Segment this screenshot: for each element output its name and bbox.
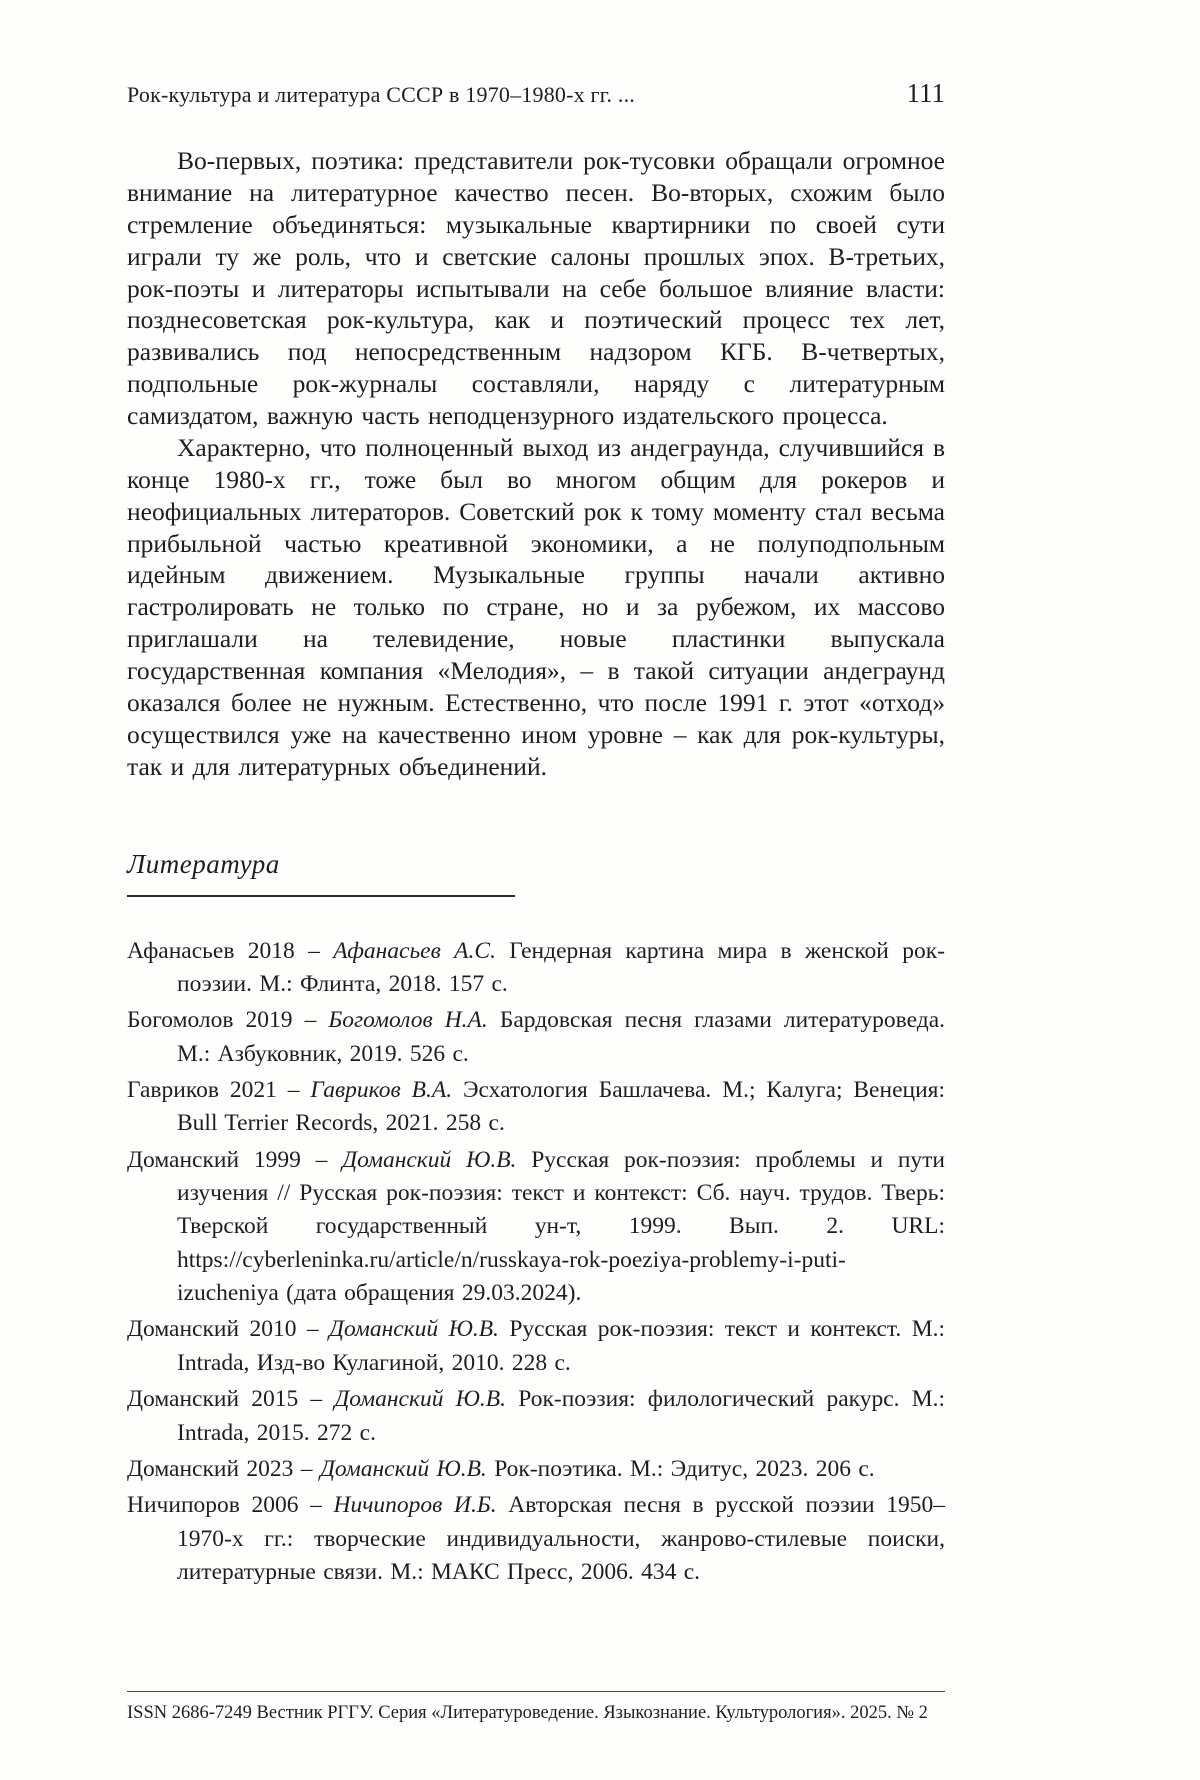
reference-text: Афанасьев 2018 – xyxy=(127,937,334,964)
reference-author: Афанасьев А.С. xyxy=(333,937,496,964)
reference-text: Ничипоров 2006 – xyxy=(127,1492,334,1519)
reference-author: Доманский Ю.В. xyxy=(342,1146,517,1173)
page-content xyxy=(127,78,945,1592)
reference-text: Доманский 2023 – xyxy=(127,1455,320,1482)
footer-text: ISSN 2686-7249 Вестник РГГУ. Серия «Литературоведение. Языкознание. Культурология». 2025. № 2 xyxy=(127,1703,928,1723)
reference-text: Гавриков 2021 – xyxy=(127,1076,311,1103)
reference-text: Русская рок-поэзия: текст и контекст. М.: Intrada, Изд-во Кулагиной, 2010. 228 с. xyxy=(177,1316,945,1376)
reference-text: Рок-поэзия: филологический ракурс. М.: Intrada, 2015. 272 с. xyxy=(177,1386,945,1446)
page-number: 111 xyxy=(906,78,945,108)
reference-item xyxy=(127,1144,945,1311)
page-header xyxy=(127,78,945,109)
reference-text: Доманский 2015 – xyxy=(127,1386,335,1413)
reference-author: Доманский Ю.В. xyxy=(334,1386,507,1413)
reference-author: Богомолов Н.А. xyxy=(328,1007,488,1034)
reference-text: Доманский 2010 – xyxy=(127,1316,330,1343)
reference-text: Рок-поэтика. М.: Эдитус, 2023. 206 с. xyxy=(486,1455,875,1482)
reference-item xyxy=(127,1313,945,1380)
reference-item xyxy=(127,1383,945,1450)
reference-text: Доманский 1999 – xyxy=(127,1146,343,1173)
references-list xyxy=(127,935,945,1590)
reference-item xyxy=(127,935,945,1002)
reference-item xyxy=(127,1489,945,1589)
reference-text: Гендерная картина мира в женской рок-поэзии. М.: Флинта, 2018. 157 с. xyxy=(177,937,945,997)
reference-item xyxy=(127,1004,945,1071)
reference-text: Русская рок-поэзия: проблемы и пути изучения // Русская рок-поэзия: текст и контекст: Сб. науч. трудов. Тверь: Тверской государственный ун-т, 1999. Вып. 2. URL: https://cyberleninka.ru/article/n/russkaya-rok-poeziya-problemy-i-puti-izucheniya (дата обращения 29.03.2024). xyxy=(177,1146,945,1307)
reference-item xyxy=(127,1453,945,1486)
reference-text: Авторская песня в русской поэзии 1950–1970-х гг.: творческие индивидуальности, жанрово-стилевые поиски, литературные связи. М.: МАКС Пресс, 2006. 434 с. xyxy=(177,1492,945,1585)
reference-author: Доманский Ю.В. xyxy=(319,1455,487,1482)
body-paragraph-1: Во-первых, поэтика: представители рок-тусовки обращали огромное внимание на литературное качество песен. Во-вторых, схожим было стремление объединяться: музыкальные квартирники по своей сути играли ту же роль, что и светские салоны прошлых эпох. В-третьих, рок-поэты и литераторы испытывали на себе большое влияние власти: позднесоветская рок-культура, как и поэтический процесс тех лет, развивались под непосредственным надзором КГБ. В-четвертых, подпольные рок-журналы составляли, наряду с литературным самиздатом, важную часть неподцензурного издательского процесса. xyxy=(127,146,945,430)
reference-text: Эсхатология Башлачева. М.; Калуга; Венеция: Bull Terrier Records, 2021. 258 с. xyxy=(177,1076,945,1137)
reference-author: Доманский Ю.В. xyxy=(329,1316,499,1343)
reference-author: Ничипоров И.Б. xyxy=(333,1492,497,1519)
reference-author: Гавриков В.А. xyxy=(310,1076,453,1103)
reference-text: Богомолов 2019 – xyxy=(127,1007,329,1034)
running-title: Рок-культура и литература СССР в 1970–1980-х гг. ... xyxy=(127,82,635,107)
reference-text: Бардовская песня глазами литературоведа. М.: Азбуковник, 2019. 526 с. xyxy=(177,1007,946,1067)
section-title: Литература xyxy=(127,849,515,897)
body-paragraph-2: Характерно, что полноценный выход из андеграунда, случившийся в конце 1980-х гг., тоже был во многом общим для рокеров и неофициальных литераторов. Советский рок к тому моменту стал весьма прибыльной частью креативной экономики, а не полуподпольным идейным движением. Музыкальные группы начали активно гастролировать не только по стране, но и за рубежом, их массово приглашали на телевидение, новые пластинки выпускала государственная компания «Мелодия», – в такой ситуации андеграунд оказался более не нужным. Естественно, что после 1991 г. этот «отход» осуществился уже на качественно ином уровне – как для рок-культуры, так и для литературных объединений. xyxy=(127,432,945,781)
page-footer xyxy=(127,1691,945,1724)
reference-item xyxy=(127,1074,945,1141)
